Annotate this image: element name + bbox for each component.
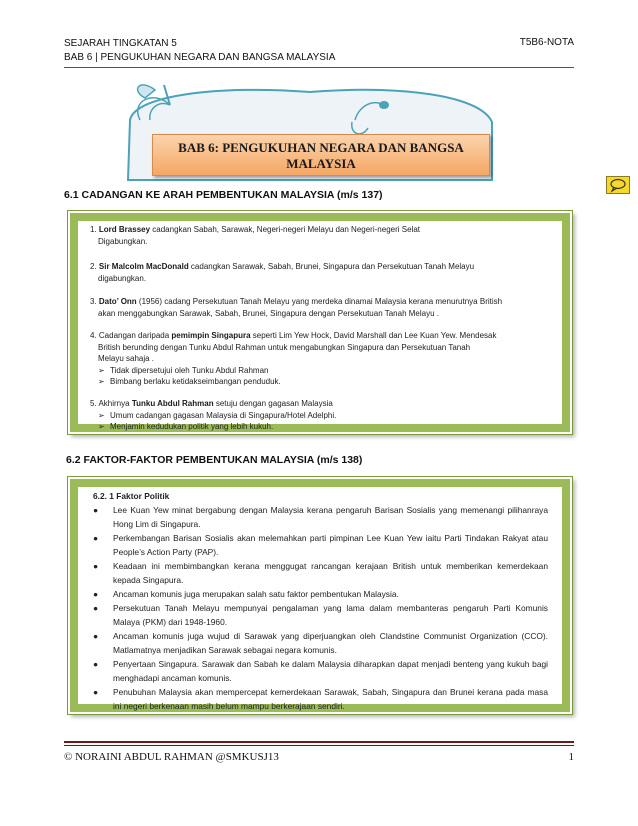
list-item: ● Perkembangan Barisan Sosialis akan melemahkan parti pimpinan Lee Kuan Yew iaitu Parti Tindakan Rakyat atau People’s Action Party (PAP). bbox=[93, 533, 548, 557]
bullet-icon: ● bbox=[93, 659, 99, 669]
sub-item: ➢ Menjamin kedudukan politik yang lebih kukuh. bbox=[98, 422, 274, 431]
list-item: ● Lee Kuan Yew minat bergabung dengan Malaysia kerana pengaruh Barisan Sosialis yang memenangi pilihanraya Hong Lim di Singapura. bbox=[93, 505, 548, 529]
bullet-icon: ● bbox=[93, 687, 99, 697]
list-item: ● Ancaman komunis juga merupakan salah satu faktor pembentukan Malaysia. bbox=[93, 588, 548, 602]
list-item: ● Persekutuan Tanah Melayu mempunyai pengalaman yang lama dalam membanteras pengaruh Parti Komunis Malaya (PKM) dari 1948-1960. bbox=[93, 603, 548, 627]
page-header bbox=[64, 37, 335, 65]
arrow-bullet-icon: ➢ bbox=[98, 365, 105, 375]
section-title-6-2: 6.2 FAKTOR-FAKTOR PEMBENTUKAN MALAYSIA (m/s 138) bbox=[66, 454, 363, 466]
header-code: T5B6-NOTA bbox=[519, 37, 574, 48]
list-item: ● Keadaan ini membimbangkan kerana menggugat rancangan kerajaan British untuk memberikan kemerdekaan kepada Singapura. bbox=[93, 561, 548, 585]
sub-item: ➢ Tidak dipersetujui oleh Tunku Abdul Rahman bbox=[98, 365, 269, 375]
bullet-icon: ● bbox=[93, 631, 99, 641]
chapter-banner bbox=[100, 80, 520, 180]
bullet-icon: ● bbox=[93, 603, 99, 613]
footer-copyright: © NORAINI ABDUL RAHMAN @SMKUSJ13 bbox=[64, 751, 279, 763]
list-item: 1. Lord Brassey cadangkan Sabah, Sarawak, Negeri-negeri Melayu dan Negeri-negeri Selat Digabungkan. bbox=[90, 225, 420, 246]
page-number: 1 bbox=[568, 751, 574, 763]
arrow-bullet-icon: ➢ bbox=[98, 422, 105, 431]
header-subject: SEJARAH TINGKATAN 5 bbox=[64, 38, 177, 49]
chapter-title-line1: BAB 6: PENGUKUHAN NEGARA DAN BANGSA bbox=[178, 140, 464, 155]
sub-item: ➢ Umum cadangan gagasan Malaysia di Singapura/Hotel Adelphi. bbox=[98, 410, 337, 420]
factors-box bbox=[68, 477, 572, 714]
list-item: 2. Sir Malcolm MacDonald cadangkan Sarawak, Sabah, Brunei, Singapura dan Persekutuan Tanah Melayu digabungkan. bbox=[90, 262, 475, 283]
footer-rule bbox=[64, 741, 574, 743]
arrow-bullet-icon: ➢ bbox=[98, 377, 105, 386]
list-item: 3. Dato’ Onn (1956) cadang Persekutuan Tanah Melayu yang merdeka dinamai Malaysia kerana menurutnya British akan menggabungkan Sarawak, Sabah, Brunei, Singapura dengan Persekutuan Tanah Melayu . bbox=[90, 297, 503, 318]
bullet-icon: ● bbox=[93, 561, 99, 571]
sub-item: ➢ Bimbang berlaku ketidakseimbangan penduduk. bbox=[98, 377, 281, 386]
list-item: ● Penyertaan Singapura. Sarawak dan Sabah ke dalam Malaysia diharapkan dapat menjadi benteng yang kukuh bagi menghadapi ancaman komunis. bbox=[93, 659, 548, 683]
list-item: 5. Akhirnya Tunku Abdul Rahman setuju dengan gagasan Malaysia ➢ Umum cadangan gagasan Malaysia di Singapura/Hotel Adelphi. ➢ Menjamin kedudukan politik yang lebih kukuh. bbox=[90, 398, 552, 433]
arrow-bullet-icon: ➢ bbox=[98, 410, 105, 420]
bullet-icon: ● bbox=[93, 505, 99, 515]
section-title-6-1: 6.1 CADANGAN KE ARAH PEMBENTUKAN MALAYSIA (m/s 137) bbox=[64, 189, 383, 201]
list-item: ● Ancaman komunis juga wujud di Sarawak yang diperjuangkan oleh Clandstine Communist Organization (CCO). Matlamatnya menjadikan Sarawak sebagai negara komunis. bbox=[93, 631, 548, 655]
chapter-title bbox=[152, 134, 490, 176]
proposal-list bbox=[78, 221, 562, 431]
proposal-list-box bbox=[68, 211, 572, 434]
comment-icon[interactable] bbox=[606, 176, 630, 194]
header-chapter: BAB 6 | PENGUKUHAN NEGARA DAN BANGSA MALAYSIA bbox=[64, 52, 336, 63]
footer-rule bbox=[64, 745, 574, 746]
bullet-icon: ● bbox=[93, 533, 99, 543]
factors-list bbox=[78, 487, 562, 711]
list-item: 4. Cadangan daripada pemimpin Singapura seperti Lim Yew Hock, David Marshall dan Lee Kuan Yew. Mendesak British berunding dengan Tunku Abdul Rahman untuk mengabungkan Singapura dan Persekutuan Tanah Melayu sahaja . ➢ Tidak dipersetujui oleh Tunku Abdul Rahman ➢ Bimbang berlaku ketidakseimbangan penduduk. bbox=[90, 330, 552, 388]
bullet-icon: ● bbox=[93, 589, 99, 599]
list-item: ● Penubuhan Malaysia akan mempercepat kemerdekaan Sarawak, Sabah, Singapura dan Brunei kerana pada masa ini negeri berkenaan masih belum mampu berkerajaan sendiri. bbox=[93, 687, 548, 711]
chapter-title-line2: MALAYSIA bbox=[286, 156, 356, 171]
subsection-title: 6.2. 1 Faktor Politik bbox=[93, 491, 170, 501]
header-rule bbox=[64, 67, 574, 68]
